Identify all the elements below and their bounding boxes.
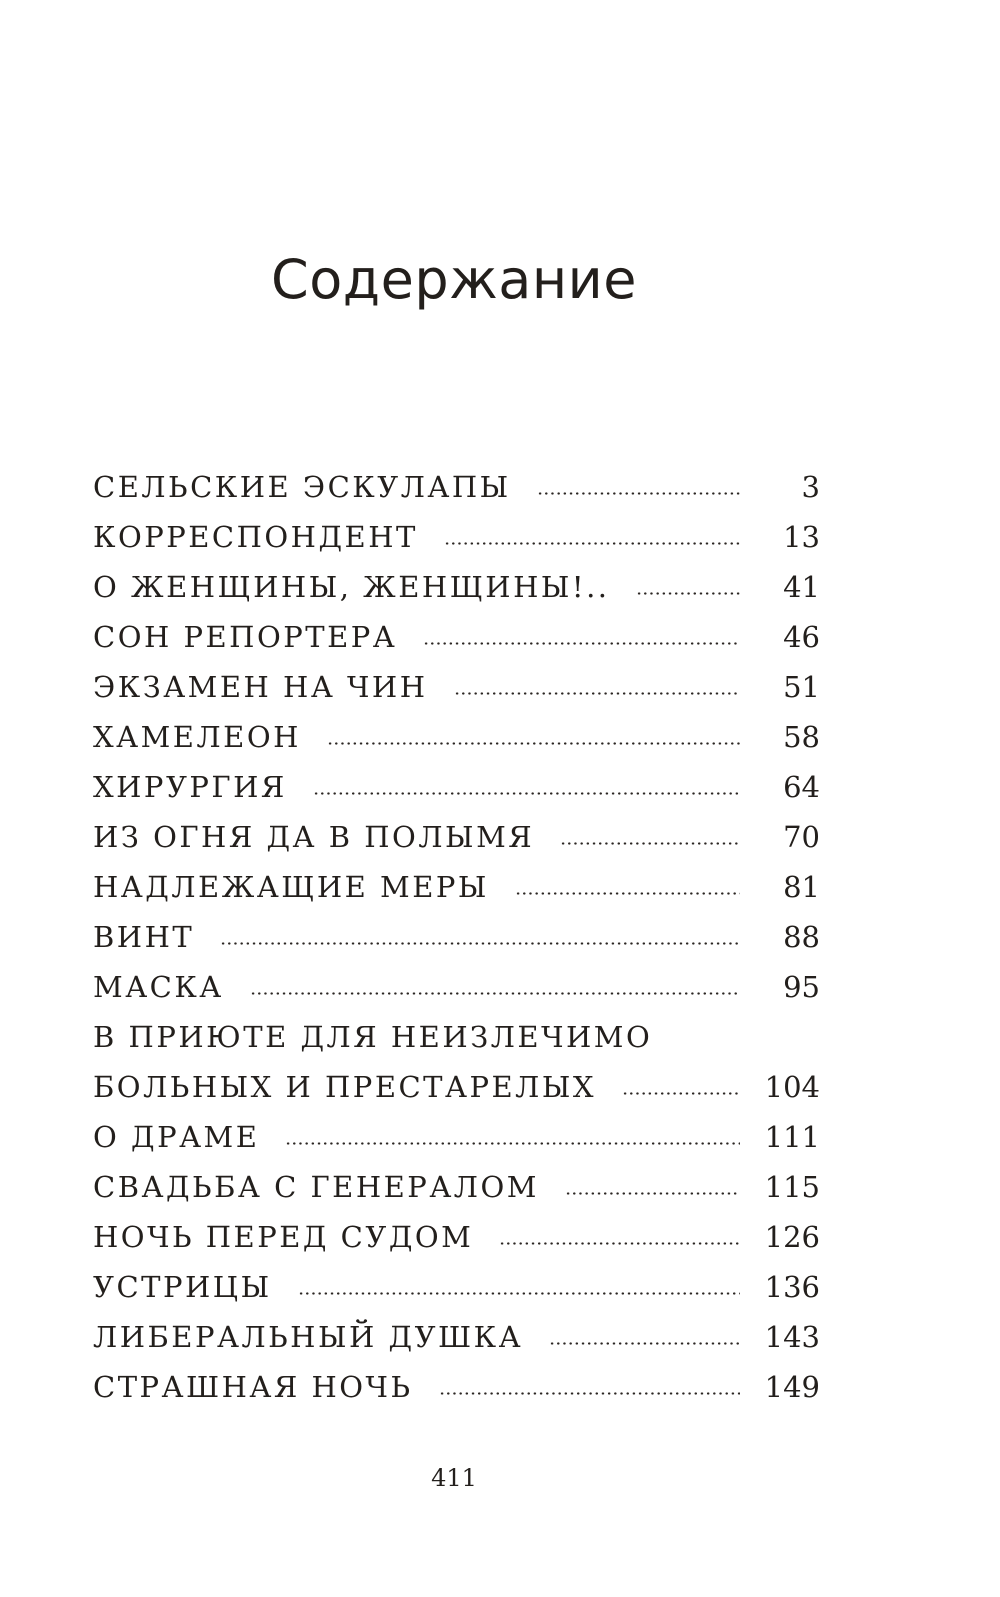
toc-entry xyxy=(93,1012,820,1062)
table-of-contents xyxy=(93,462,820,1412)
toc-entry-page: 41 xyxy=(783,570,820,604)
toc-entry xyxy=(93,1212,820,1262)
toc-entry-title: СЕЛЬСКИЕ ЭСКУЛАПЫ xyxy=(93,470,511,504)
dot-leader xyxy=(313,792,740,795)
toc-entry xyxy=(93,812,820,862)
toc-entry-page: 81 xyxy=(783,870,820,904)
toc-entry-page: 136 xyxy=(764,1270,820,1304)
toc-entry-title: О ДРАМЕ xyxy=(93,1120,260,1154)
toc-entry-title: ЛИБЕРАЛЬНЫЙ ДУШКА xyxy=(93,1320,524,1354)
toc-entry xyxy=(93,562,820,612)
toc-entry-page: 149 xyxy=(764,1370,820,1404)
toc-entry-title: ХИРУРГИЯ xyxy=(93,770,287,804)
toc-entry-page: 95 xyxy=(783,970,820,1004)
dot-leader xyxy=(327,742,740,745)
toc-entry-page: 13 xyxy=(783,520,820,554)
toc-entry xyxy=(93,462,820,512)
toc-entry xyxy=(93,512,820,562)
toc-entry-page: 104 xyxy=(764,1070,820,1104)
toc-entry-page: 3 xyxy=(801,470,820,504)
toc-entry-title: СВАДЬБА С ГЕНЕРАЛОМ xyxy=(93,1170,539,1204)
toc-entry-page: 51 xyxy=(783,670,820,704)
dot-leader xyxy=(250,992,740,995)
dot-leader xyxy=(565,1192,740,1195)
toc-entry-page: 115 xyxy=(764,1170,820,1204)
dot-leader xyxy=(560,842,740,845)
toc-entry-title: ВИНТ xyxy=(93,920,195,954)
toc-entry xyxy=(93,1312,820,1362)
toc-entry-title: ХАМЕЛЕОН xyxy=(93,720,301,754)
toc-entry-page: 126 xyxy=(764,1220,820,1254)
page-title: Содержание xyxy=(271,248,637,311)
toc-entry-title: НОЧЬ ПЕРЕД СУДОМ xyxy=(93,1220,474,1254)
dot-leader xyxy=(423,642,740,645)
toc-entry xyxy=(93,862,820,912)
page-number: 411 xyxy=(431,1464,477,1492)
dot-leader xyxy=(537,492,740,495)
toc-entry-page: 64 xyxy=(783,770,820,804)
toc-entry-page: 143 xyxy=(764,1320,820,1354)
toc-entry-title: УСТРИЦЫ xyxy=(93,1270,272,1304)
toc-entry xyxy=(93,1162,820,1212)
toc-entry xyxy=(93,1062,820,1112)
toc-entry xyxy=(93,662,820,712)
toc-entry xyxy=(93,1262,820,1312)
toc-entry-title: КОРРЕСПОНДЕНТ xyxy=(93,520,418,554)
toc-entry xyxy=(93,612,820,662)
toc-entry xyxy=(93,962,820,1012)
toc-entry-title: СТРАШНАЯ НОЧЬ xyxy=(93,1370,413,1404)
dot-leader xyxy=(515,892,740,895)
toc-entry-title: О ЖЕНЩИНЫ, ЖЕНЩИНЫ!.. xyxy=(93,570,610,604)
toc-entry-title: В ПРИЮТЕ ДЛЯ НЕИЗЛЕЧИМО xyxy=(93,1020,653,1054)
toc-entry xyxy=(93,912,820,962)
toc-entry-title: МАСКА xyxy=(93,970,224,1004)
toc-entry-page: 58 xyxy=(783,720,820,754)
dot-leader xyxy=(499,1242,740,1245)
dot-leader xyxy=(439,1392,740,1395)
dot-leader xyxy=(549,1342,740,1345)
toc-entry-page: 88 xyxy=(783,920,820,954)
dot-leader xyxy=(298,1292,740,1295)
toc-entry xyxy=(93,762,820,812)
dot-leader xyxy=(454,692,740,695)
toc-entry-page: 70 xyxy=(783,820,820,854)
toc-entry xyxy=(93,1362,820,1412)
toc-entry-page: 111 xyxy=(764,1120,820,1154)
dot-leader xyxy=(285,1142,740,1145)
dot-leader xyxy=(636,592,740,595)
toc-entry-page: 46 xyxy=(783,620,820,654)
toc-entry-title: БОЛЬНЫХ И ПРЕСТАРЕЛЫХ xyxy=(93,1070,597,1104)
toc-entry xyxy=(93,1112,820,1162)
toc-entry-title: ИЗ ОГНЯ ДА В ПОЛЫМЯ xyxy=(93,820,535,854)
dot-leader xyxy=(220,942,740,945)
toc-entry-title: НАДЛЕЖАЩИЕ МЕРЫ xyxy=(93,870,489,904)
toc-entry-title: ЭКЗАМЕН НА ЧИН xyxy=(93,670,428,704)
toc-entry xyxy=(93,712,820,762)
toc-entry-title: СОН РЕПОРТЕРА xyxy=(93,620,398,654)
dot-leader xyxy=(622,1092,740,1095)
dot-leader xyxy=(444,542,740,545)
